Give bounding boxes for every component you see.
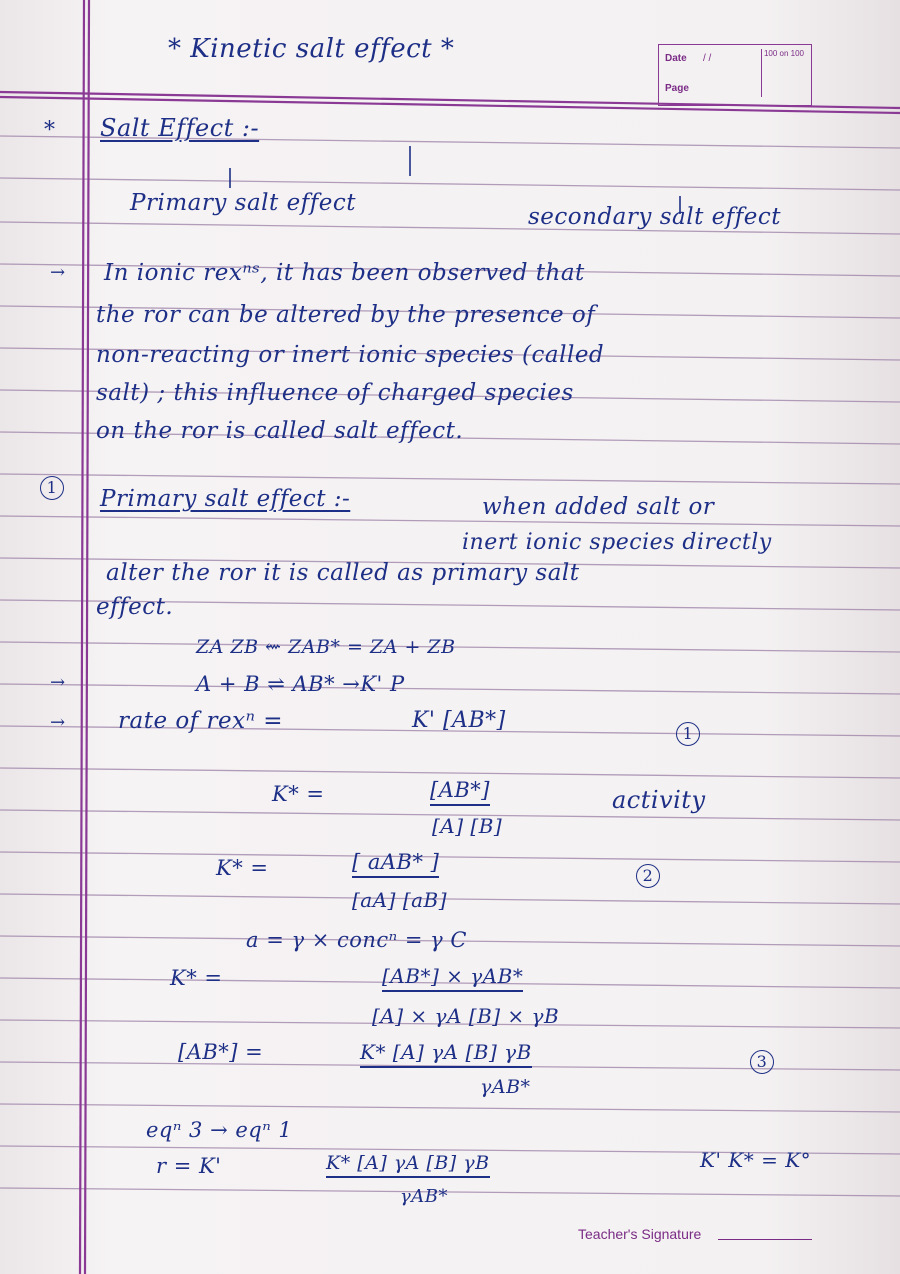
k-gamma-denominator: [A] × γA [B] × γB — [372, 1004, 560, 1028]
definition-line: when added salt or — [482, 494, 715, 520]
intro-line: on the ror is called salt effect. — [96, 418, 464, 444]
final-rate-numerator: K* [A] γA [B] γB — [326, 1152, 490, 1178]
definition-line: inert ionic species directly — [462, 530, 772, 555]
final-rate-lhs: r = K' — [156, 1154, 222, 1178]
final-rate-denominator: γAB* — [400, 1186, 448, 1207]
intro-line: salt) ; this influence of charged species — [96, 380, 574, 406]
ab-complex-denominator: γAB* — [480, 1076, 531, 1098]
eq-number-2: 2 — [636, 864, 660, 888]
intro-line: the ror can be altered by the presence of — [96, 302, 596, 328]
definition-line: alter the ror it is called as primary salt — [106, 560, 580, 586]
date-page-box — [658, 44, 812, 106]
k-eq-numerator: [AB*] — [430, 778, 490, 806]
arrow-bullet: → — [50, 712, 66, 733]
eq-number-1: 1 — [676, 722, 700, 746]
activity-label: activity — [612, 786, 706, 814]
k-activity-numerator: [ aAB* ] — [352, 850, 439, 878]
k-eq-lhs: K* = — [272, 782, 325, 806]
date-value: / / — [703, 53, 712, 64]
branch-secondary: secondary salt effect — [528, 204, 781, 230]
k-activity-lhs: K* = — [216, 856, 269, 880]
k-activity-denominator: [aA] [aB] — [352, 888, 448, 912]
teacher-signature-label: Teacher's Signature — [578, 1226, 702, 1242]
k-gamma-lhs: K* = — [170, 966, 223, 990]
ab-complex-lhs: [AB*] = — [178, 1040, 264, 1064]
primary-salt-heading: Primary salt effect :- — [100, 486, 351, 512]
branch-primary: Primary salt effect — [130, 190, 356, 216]
section-heading: Salt Effect :- — [100, 114, 260, 142]
signature-line — [718, 1239, 812, 1240]
page-title: * Kinetic salt effect * — [168, 34, 455, 64]
intro-line: non-reacting or inert ionic species (called — [96, 342, 605, 368]
reaction-equation: A + B ⇌ AB* →K' P — [196, 672, 405, 696]
k-gamma-numerator: [AB*] × γAB* — [382, 964, 523, 992]
heading-bullet: * — [44, 118, 56, 143]
ab-complex-numerator: K* [A] γA [B] γB — [360, 1040, 532, 1068]
section-number: 1 — [40, 476, 64, 500]
substitution-step: eqⁿ 3 → eqⁿ 1 — [146, 1118, 293, 1142]
date-label: Date — [665, 53, 687, 64]
activity-definition: a = γ × concⁿ = γ C — [246, 928, 467, 952]
rate-label: rate of rexⁿ = — [118, 708, 284, 734]
rate-constant-note: K' K* = K° — [700, 1148, 812, 1172]
rate-expression: K' [AB*] — [412, 708, 506, 733]
arrow-bullet: → — [50, 672, 66, 693]
charge-relation: ZA ZB ⇜ ZAB* = ZA + ZB — [196, 636, 456, 658]
definition-line: effect. — [96, 594, 174, 620]
page-label: Page — [665, 83, 689, 94]
intro-line: In ionic rexⁿˢ, it has been observed that — [104, 260, 585, 286]
k-eq-denominator: [A] [B] — [432, 814, 503, 838]
arrow-bullet: → — [50, 262, 66, 283]
eq-number-3: 3 — [750, 1050, 774, 1074]
brand-logo: 100 on 100 — [761, 49, 806, 97]
